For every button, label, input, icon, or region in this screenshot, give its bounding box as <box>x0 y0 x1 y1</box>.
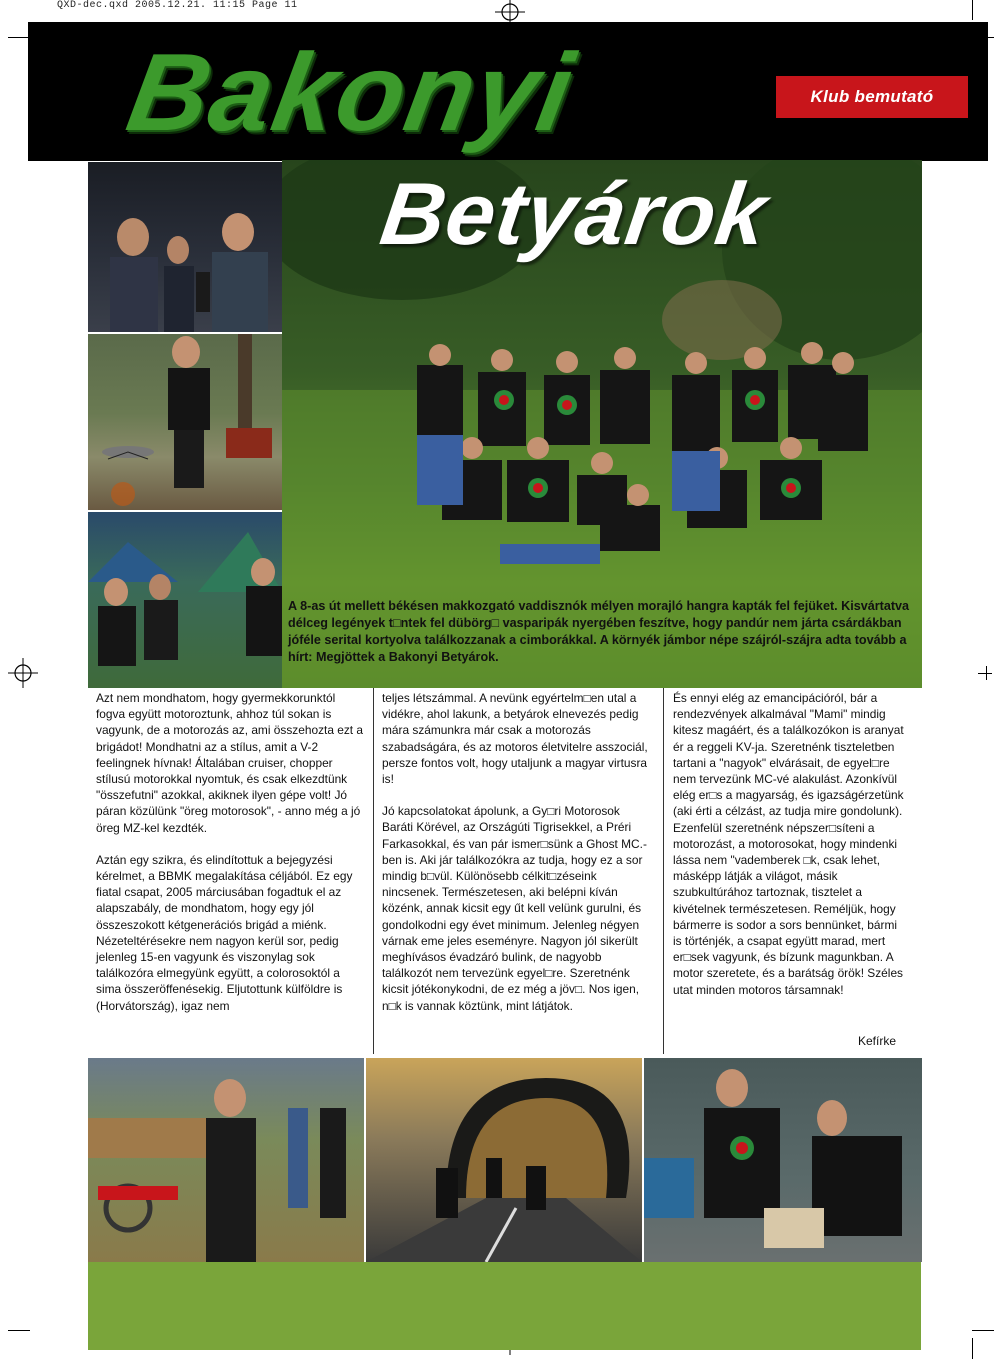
photo-camp <box>88 512 282 688</box>
crop-mark <box>972 1338 973 1359</box>
print-slug: QXD-dec.qxd 2005.12.21. 11:15 Page 11 <box>57 0 298 11</box>
photo-tunnel-ride <box>366 1058 642 1262</box>
footer-band <box>88 1262 921 1350</box>
paragraph: És ennyi elég az emancipációról, bár a rendezvények alkalmával "Mami" mindig kitesz magáért, és a találkozókon is aranyat ér a reggeli KV-ja. Szeretnénk tiszteletben tartani a "nagyok" elvárásait, de egyel□re nem tervezünk MC-vé alakulást. Azonkívül elég er□s a magyarság, és igazságérzetünk (aki érti a célzást, az tudja mire gondolunk). Ezenfelül szeretnénk népszer□síteni a motorozást, a motorosokat, hogy mindenki lássa nem "vademberek □k, csak lehet, másképp látják a világot, másik szubkultúrához tartoznak, tisztelet a kivételnek természetesen. Reméljük, hogy bármerre is sodor a sors bennünket, bármi is történjék, a csapat együtt marad, mert er□sek vagyunk, és bízunk magunkban. A motor szeretete, és a barátság örök! Széles utat minden motoros társamnak! <box>673 691 904 997</box>
title-main: Bakonyi <box>119 31 583 154</box>
photo-picnic <box>644 1058 922 1262</box>
title-sub: Betyárok <box>375 164 774 263</box>
photo-caption: A 8-as út mellett békésen makkozgató vaddisznók mélyen morajló hangra kapták fel fejüket. Kisvártatva délceg legények t□ntek fel dübörg□ vasparipák nyergében feszítve, hogy pandúr nem járta csárdákban jóféle serital kortyolva találkozzanak a cimborákkal. A környék jámbor népe szájról-szájra adta tovább a hírt: Megjöttek a Bakonyi Betyárok. <box>288 599 910 664</box>
crop-mark <box>972 0 973 20</box>
column-divider <box>373 688 374 1054</box>
crop-mark <box>8 37 30 38</box>
photo-bikers-portrait <box>88 162 282 332</box>
column-divider <box>663 688 664 1054</box>
crop-mark <box>8 1330 30 1331</box>
paragraph: Azt nem mondhatom, hogy gyermekkorunktól fogva együtt motoroztunk, ahhoz túl sokan is vagyunk, de a motorozás az, ami összehozta ezt a brigádot! Mondhatni az a stílus, amit a V-2 feelingnek hívnak! Általában cruiser, chopper stílusú motorokkal nyomtuk, és csak elkezdtünk "összefutni" azokkal, akiknek ilyen gépe volt! Jó páran közülünk "öreg motorosok", - anno még a jó öreg MZ-kel kezdték. <box>96 691 364 835</box>
text-column-2 <box>382 690 650 1030</box>
crop-mark <box>972 1330 994 1331</box>
crop-mark <box>986 666 987 680</box>
paragraph: Jó kapcsolatokat ápolunk, a Gy□ri Motorosok Baráti Körével, az Országúti Tigrisekkel, a Préri Farkasokkal, és van pár ismer□sünk a Ghost MC.-ben is. Aki jár találkozókra az tudja, hogy ez a sor mindig b□vül. Különösebb célkit□zéseink nincsenek. Természetesen, aki belépni kíván közénk, annak kicsit egy űt kell velünk gurulni, és gondolkodni egy évet minimum. Jelenleg négyen várnak eme jeles eseményre. Nagyon jól sikerült meghívásos évadzáró bulink, de nagyobb találkozót nem tervezünk egyel□re. Szeretnénk kicsit jótékonykodni, de ez még a jöv□. Nos igen, n□k is vannak köztünk, mint látjátok. <box>382 804 647 1013</box>
author-signature: Kefírke <box>858 1034 897 1048</box>
crop-mark <box>978 673 992 674</box>
text-column-1 <box>96 690 364 1030</box>
paragraph: Aztán egy szikra, és elindítottuk a bejegyzési kérelmet, a BBMK megalakítása céljából. Ez egy fiatal csapat, 2005 márciusában fogadtuk el az alapszabály, de mondhatom, hogy egy jól összeszokott kétgenerációs brigád a miénk. Nézeteltérésekre nem nagyon kerül sor, pedig jelenleg 15-en vagyunk és viszonylag sok találkozóra elmegyünk együtt, a colorosoktól a sima összeröffenésekig. Eljutottunk külföldre is (Horvátország), igaz nem <box>96 852 353 1013</box>
text-column-3 <box>673 690 905 1014</box>
photo-biker-with-bottles <box>88 1058 364 1262</box>
section-badge: Klub bemutató <box>776 76 968 118</box>
paragraph: teljes létszámmal. A nevünk egyértelm□en utal a vidékre, ahol lakunk, a betyárok elnevezés pedig mára számunkra már csak a motorozás szabadságára, és az motoros életvitelre asszociál, persze fontos volt, hogy utaljunk a magyar virtusra is! <box>382 691 648 787</box>
registration-mark-icon <box>8 658 38 688</box>
photo-barbecue <box>88 334 282 510</box>
